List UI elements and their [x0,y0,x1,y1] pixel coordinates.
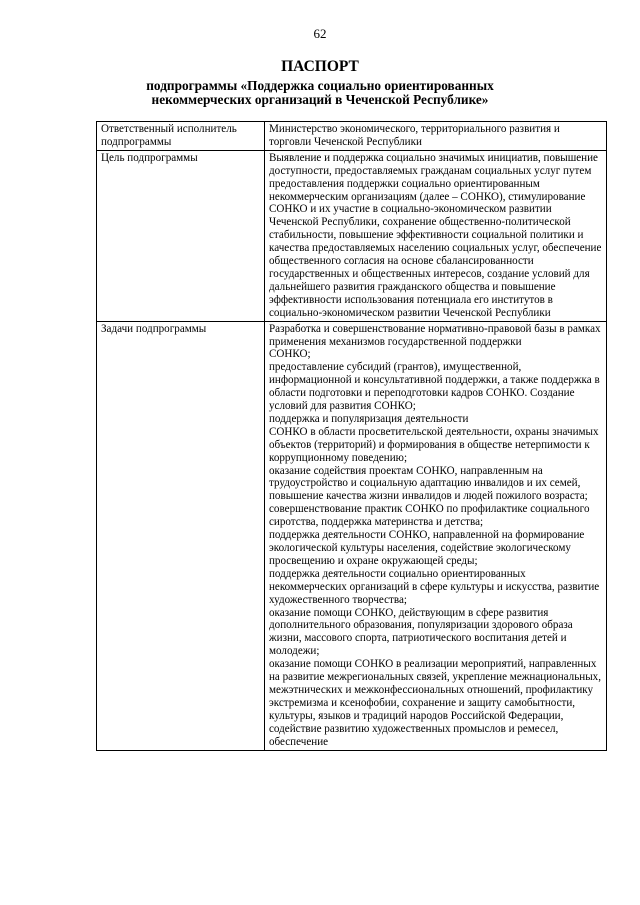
task-paragraph: СОНКО в области просветительской деятельности, охраны значимых объектов (территорий) и формирования в обществе нетерпимости к коррупционному поведению; [269,425,599,464]
task-paragraph: СОНКО; [269,348,311,361]
task-paragraph: Разработка и совершенствование нормативно-правовой базы в рамках применения механизмов государственной поддержки [269,322,601,348]
task-paragraph: оказание помощи СОНКО в реализации мероприятий, направленных на развитие межрегиональных связей, укрепление межнациональных, межэтнических и межконфессиональных отношений, профилактику экстремизма и ксенофобии, сохранение и защиту самобытности, культуры, языков и традиций народов Российской Федерации, содействие развитию художественных промыслов и ремесел, обеспечение [269,658,601,748]
row-value-goal: Выявление и поддержка социально значимых инициатив, повышение доступности, предоставляемых гражданам социальных услуг путем предоставления поддержки социально ориентированным некоммерческим организациям (далее – СОНКО), стимулирование СОНКО и их участие в социально-экономическом развитии Чеченской Республики, сохранение общественно-политической стабильности, повышение эффективности социальной политики и качества предоставляемых населению социальных услуг, обеспечение общественного согласия на основе сбалансированности государственных и общественных интересов, создание условий для дальнейшего развития гражданского общества и повышение эффективности использования потенциала его институтов в социально-экономическом развитии Чеченской Республики [265,150,607,321]
task-paragraph: оказание помощи СОНКО, действующим в сфере развития дополнительного образования, популяризации здорового образа жизни, массового спорта, патриотического воспитания детей и молодежи; [269,606,573,658]
passport-table [96,121,607,751]
row-value-tasks [265,321,607,750]
document-title: ПАСПОРТ [281,58,359,75]
row-label-tasks: Задачи подпрограммы [97,321,265,750]
task-paragraph: поддержка деятельности СОНКО, направленной на формирование экологической культуры населения, содействие экологическому просвещению и охране окружающей среды; [269,529,585,567]
document-subtitle: подпрограммы «Поддержка социально ориентированных некоммерческих организаций в Чеченской Республике» [146,78,494,107]
row-label-executor: Ответственный исполнитель подпрограммы [97,122,265,151]
row-label-goal: Цель подпрограммы [97,150,265,321]
table-row [97,321,607,750]
row-value-executor: Министерство экономического, территориального развития и торговли Чеченской Республики [265,122,607,151]
table-row [97,122,607,151]
task-paragraph: совершенствование практик СОНКО по профилактике социального сиротства, поддержка материнства и детства; [269,503,590,529]
task-paragraph: предоставление субсидий (грантов), имущественной, информационной и консультативной поддержки, а также поддержка в области подготовки и переподготовки кадров СОНКО. Создание условий для развития СОНКО; [269,361,600,413]
task-paragraph: поддержка и популяризация деятельности [269,412,469,425]
task-paragraph: оказание содействия проектам СОНКО, направленным на трудоустройство и социальную адаптацию инвалидов и их семей, повышение качества жизни инвалидов и людей пожилого возраста; [269,464,588,503]
page-number: 62 [313,26,327,41]
table-row [97,150,607,321]
task-paragraph: поддержка деятельности социально ориентированных некоммерческих организаций в сфере культуры и искусства, развитие художественного творчества; [269,567,600,606]
